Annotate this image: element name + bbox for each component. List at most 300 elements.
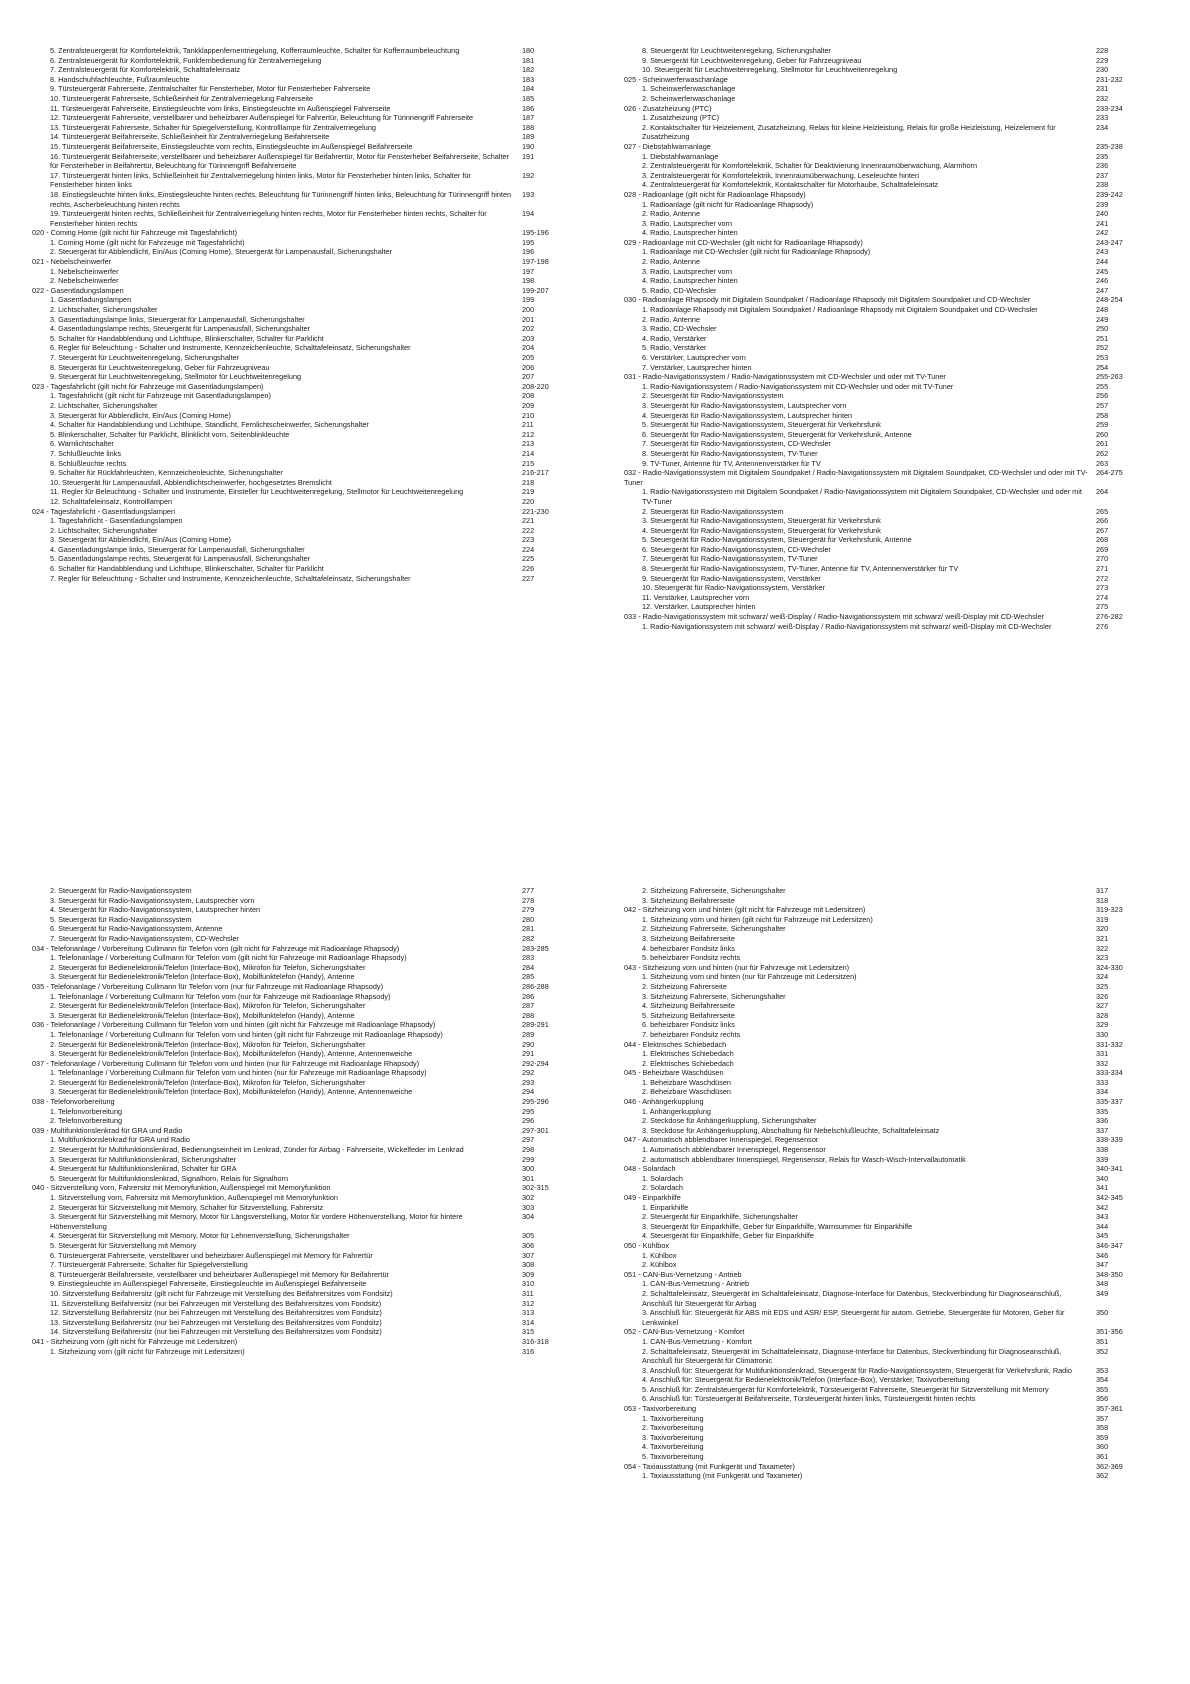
entry-page-number: 340 bbox=[1096, 1173, 1109, 1183]
entry-page-number: 260 bbox=[1096, 429, 1109, 439]
toc-sub-entry bbox=[624, 1260, 1158, 1270]
entry-page-number: 242 bbox=[1096, 228, 1109, 238]
entry-page-number: 268 bbox=[1096, 535, 1109, 545]
entry-title: 9. Steuergerät für Leuchtweitenregelung, Stellmotor für Leuchtweitenregelung bbox=[50, 372, 302, 382]
entry-title: 022 - Gasentladungslampen bbox=[32, 285, 124, 295]
entry-title: 1. Diebstahlwarnanlage bbox=[642, 151, 719, 161]
entry-title: 2. Steuergerät für Bedienelektronik/Telefon (Interface-Box), Mikrofon für Telefon, Sicherungshalter bbox=[50, 1077, 366, 1087]
entry-page-number: 232 bbox=[1096, 93, 1109, 103]
entry-title: 3. Steckdose für Anhängerkupplung, Abschaltung für Nebelschlußleuchte, Schalttafeleinsatz bbox=[642, 1125, 940, 1135]
entry-title: 1. Tagesfahrlicht (gilt nicht für Fahrzeuge mit Gasentladungslampen) bbox=[50, 391, 271, 401]
entry-title: 6. Zentralsteuergerät für Komfortelektrik, Funkfernbedienung für Zentralverriegelung bbox=[50, 55, 322, 65]
entry-title: 4. Steuergerät für Radio-Navigationssystem, Lautsprecher hinten bbox=[50, 905, 261, 915]
entry-page-number: 293 bbox=[522, 1077, 535, 1087]
entry-page-number: 337 bbox=[1096, 1125, 1109, 1135]
entry-page-number: 206 bbox=[522, 362, 535, 372]
entry-page-number: 229 bbox=[1096, 55, 1109, 65]
toc-section-entry bbox=[32, 382, 584, 392]
entry-page-number: 318 bbox=[1096, 895, 1109, 905]
entry-page-number: 273 bbox=[1096, 583, 1109, 593]
entry-page-number: 247 bbox=[1096, 285, 1109, 295]
entry-page-number: 199-207 bbox=[522, 285, 549, 295]
entry-page-number: 225 bbox=[522, 554, 535, 564]
entry-page-number: 271 bbox=[1096, 564, 1109, 574]
toc-sub-entry bbox=[624, 1049, 1158, 1059]
entry-page-number: 236 bbox=[1096, 161, 1109, 171]
toc-sub-entry bbox=[32, 1116, 584, 1126]
toc-sub-entry bbox=[624, 1078, 1158, 1088]
entry-title: 2. Scheinwerferwaschanlage bbox=[642, 93, 736, 103]
entry-title: 2. Radio, Antenne bbox=[642, 257, 701, 267]
entry-title: 3. Sitzheizung Beifahrerseite bbox=[642, 933, 735, 943]
entry-title: 6. Verstärker, Lautsprecher vorn bbox=[642, 353, 746, 362]
entry-page-number: 300 bbox=[522, 1164, 535, 1174]
entry-page-number: 281 bbox=[522, 924, 535, 934]
entry-title: 1. Sitzverstellung vorn, Fahrersitz mit Memoryfunktion, Außenspiegel mit Memoryfunktion bbox=[50, 1193, 338, 1202]
toc-sub-entry bbox=[32, 190, 584, 209]
entry-title: 3. Steuergerät für Einparkhilfe, Geber für Einparkhilfe, Warnsummer für Einparkhilfe bbox=[642, 1221, 913, 1231]
entry-title: 3. Radio, Lautsprecher vorn bbox=[642, 218, 733, 228]
entry-title: 4. Radio, Lautsprecher hinten bbox=[642, 228, 738, 238]
entry-title: 1. Multifunktionslenkrad für GRA und Radio bbox=[50, 1135, 190, 1145]
toc-sub-entry bbox=[624, 439, 1158, 449]
entry-page-number: 191 bbox=[522, 151, 535, 161]
entry-page-number: 253 bbox=[1096, 353, 1109, 362]
toc-section-entry bbox=[624, 1097, 1158, 1107]
entry-title: 11. Sitzverstellung Beifahrersitz (nur bei Fahrzeugen mit Verstellung des Beifahrersitzes vom Fondsitz) bbox=[50, 1298, 382, 1308]
entry-title: 035 - Telefonanlage / Vorbereitung Cullmann für Telefon vorn (nur für Fahrzeuge mit Radioanlage Rhapsody) bbox=[32, 981, 384, 991]
entry-page-number: 306 bbox=[522, 1240, 535, 1250]
entry-title: 9. TV-Tuner, Antenne für TV, Antennenverstärker für TV bbox=[642, 458, 821, 468]
toc-section-entry bbox=[624, 1241, 1158, 1251]
toc-sub-entry bbox=[32, 1279, 584, 1289]
toc-sub-entry bbox=[624, 1414, 1158, 1424]
entry-title: 3. Steuergerät für Bedienelektronik/Telefon (Interface-Box), Mobilfunktelefon (Handy), Antenne, Antennenweiche bbox=[50, 1087, 413, 1097]
toc-sub-entry bbox=[624, 886, 1158, 896]
entry-title: 4. Steuergerät für Sitzverstellung mit Memory, Motor für Lehnenverstellung, Sicherungshalter bbox=[50, 1231, 350, 1241]
entry-title: 031 - Radio-Navigationssystem / Radio-Navigationssystem mit CD-Wechsler und oder mit TV-Tuner bbox=[624, 372, 946, 382]
entry-title: 2. Telefonvorbereitung bbox=[50, 1116, 123, 1126]
toc-sub-entry bbox=[32, 171, 584, 190]
entry-title: 6. Steuergerät für Radio-Navigationssystem, Antenne bbox=[50, 924, 223, 934]
entry-title: 5. Steuergerät für Radio-Navigationssystem bbox=[50, 914, 192, 924]
entry-page-number: 231-232 bbox=[1096, 74, 1123, 84]
toc-sub-entry bbox=[32, 411, 584, 421]
entry-title: 1. Tagesfahrlicht - Gasentladungslampen bbox=[50, 516, 183, 526]
entry-page-number: 320 bbox=[1096, 924, 1109, 934]
toc-page-bottom bbox=[32, 886, 1158, 1654]
toc-section-entry bbox=[624, 963, 1158, 973]
toc-sub-entry bbox=[624, 1087, 1158, 1097]
entry-title: 6. beheizbarer Fondsitz links bbox=[642, 1020, 735, 1030]
toc-sub-entry bbox=[32, 353, 584, 363]
entry-page-number: 185 bbox=[522, 93, 535, 103]
entry-page-number: 343 bbox=[1096, 1212, 1109, 1222]
entry-page-number: 360 bbox=[1096, 1442, 1109, 1452]
toc-sub-entry bbox=[32, 238, 584, 248]
entry-page-number: 255-263 bbox=[1096, 372, 1123, 382]
toc-column-left bbox=[32, 886, 584, 1654]
entry-title: 033 - Radio-Navigationssystem mit schwarz/ weiß-Display / Radio-Navigationssystem mit schwarz/ weiß-Display mit CD-Wechsler bbox=[624, 612, 1044, 622]
entry-title: 5. Blinkerschalter, Schalter für Parklicht, Blinklicht vorn, Seitenblinkleuchte bbox=[50, 429, 290, 439]
toc-sub-entry bbox=[32, 554, 584, 564]
entry-title: 11. Regler für Beleuchtung - Schalter und Instrumente, Einsteller für Leuchtweitenregelung, Stellmotor für Leuchtweitenregelung bbox=[50, 487, 464, 497]
entry-page-number: 315 bbox=[522, 1327, 535, 1337]
entry-page-number: 331 bbox=[1096, 1049, 1109, 1059]
entry-title: 1. Sitzheizung vorn und hinten (gilt nicht für Fahrzeuge mit Ledersitzen) bbox=[642, 914, 873, 924]
entry-page-number: 265 bbox=[1096, 506, 1109, 516]
toc-sub-entry bbox=[32, 343, 584, 353]
toc-sub-entry bbox=[32, 1174, 584, 1184]
entry-page-number: 332 bbox=[1096, 1058, 1109, 1068]
entry-page-number: 216-217 bbox=[522, 468, 549, 478]
entry-page-number: 279 bbox=[522, 905, 535, 915]
entry-title: 4. Sitzheizung Beifahrerseite bbox=[642, 1001, 735, 1011]
toc-section-entry bbox=[32, 1337, 584, 1347]
toc-sub-entry bbox=[32, 430, 584, 440]
toc-sub-entry bbox=[624, 1433, 1158, 1443]
entry-title: 2. Elektrisches Schiebedach bbox=[642, 1058, 734, 1068]
entry-title: 3. Steuergerät für Abblendlicht, Ein/Aus (Coming Home) bbox=[50, 410, 231, 420]
toc-section-entry bbox=[32, 257, 584, 267]
entry-title: 2. Lichtschalter, Sicherungshalter bbox=[50, 400, 158, 410]
entry-page-number: 295 bbox=[522, 1106, 535, 1116]
entry-page-number: 285 bbox=[522, 972, 535, 982]
toc-sub-entry bbox=[32, 516, 584, 526]
toc-sub-entry bbox=[624, 602, 1158, 612]
entry-page-number: 314 bbox=[522, 1317, 535, 1327]
entry-page-number: 335 bbox=[1096, 1106, 1109, 1116]
entry-title: 19. Türsteuergerät hinten rechts, Schließeinheit für Zentralverriegelung hinten rechts, Motor für Fensterheber hinten rechts, Schalter für Fensterheber hinten rechts bbox=[50, 209, 487, 228]
entry-title: 020 - Coming Home (gilt nicht für Fahrzeuge mit Tagesfahrlicht) bbox=[32, 228, 238, 238]
entry-title: 3. Steuergerät für Bedienelektronik/Telefon (Interface-Box), Mobilfunktelefon (Handy), Antenne, Antennenweiche bbox=[50, 1049, 413, 1059]
entry-page-number: 224 bbox=[522, 544, 535, 554]
toc-sub-entry bbox=[32, 934, 584, 944]
entry-page-number: 276-282 bbox=[1096, 612, 1123, 622]
entry-page-number: 180 bbox=[522, 46, 535, 55]
entry-title: 12. Schalttafeleinsatz, Kontrolllampen bbox=[50, 496, 173, 506]
entry-page-number: 307 bbox=[522, 1250, 535, 1260]
entry-title: 4. Steuergerät für Einparkhilfe, Geber für Einparkhilfe bbox=[642, 1231, 814, 1241]
entry-title: 7. Schlußleuchte links bbox=[50, 448, 121, 458]
entry-title: 053 - Taxivorbereitung bbox=[624, 1404, 697, 1414]
entry-title: 18. Einstiegsleuchte hinten links, Einstiegsleuchte hinten rechts, Beleuchtung für Türinnengriff hinten links, Beleuchtung für Türinnengriff hinten rechts, Ascherbeleuchtung hinten rechts bbox=[50, 189, 512, 209]
toc-sub-entry bbox=[624, 982, 1158, 992]
toc-column-right bbox=[624, 886, 1158, 1654]
entry-title: 2. automatisch abblendbarer Innenspiegel, Regensensor, Relais für Wasch-Wisch-Intervallautomatik bbox=[642, 1154, 966, 1164]
entry-page-number: 256 bbox=[1096, 391, 1109, 401]
entry-page-number: 183 bbox=[522, 74, 535, 84]
toc-section-entry bbox=[624, 1327, 1158, 1337]
entry-page-number: 189 bbox=[522, 132, 535, 142]
entry-title: 4. Steuergerät für Radio-Navigationssystem, Steuergerät für Verkehrsfunk bbox=[642, 525, 881, 535]
entry-title: 021 - Nebelscheinwerfer bbox=[32, 257, 112, 267]
entry-title: 4. Taxivorbereitung bbox=[642, 1442, 704, 1452]
toc-sub-entry bbox=[624, 152, 1158, 162]
entry-title: 2. Sitzheizung Fahrerseite, Sicherungshalter bbox=[642, 886, 786, 895]
entry-page-number: 269 bbox=[1096, 544, 1109, 554]
entry-title: 15. Türsteuergerät Beifahrerseite, Einstiegsleuchte vorn rechts, Einstiegsleuchte im Außenspiegel Beifahrerseite bbox=[50, 141, 413, 151]
entry-title: 4. Steuergerät für Multifunktionslenkrad, Schalter für GRA bbox=[50, 1164, 237, 1174]
entry-title: 3. Gasentladungslampe links, Steuergerät für Lampenausfall, Sicherungshalter bbox=[50, 314, 305, 324]
toc-sub-entry bbox=[624, 583, 1158, 593]
entry-page-number: 212 bbox=[522, 429, 535, 439]
entry-page-number: 223 bbox=[522, 535, 535, 545]
entry-page-number: 362 bbox=[1096, 1471, 1109, 1481]
entry-page-number: 209 bbox=[522, 400, 535, 410]
toc-sub-entry bbox=[624, 1155, 1158, 1165]
entry-page-number: 354 bbox=[1096, 1375, 1109, 1385]
entry-title: 2. Lichtschalter, Sicherungshalter bbox=[50, 305, 158, 315]
toc-sub-entry bbox=[624, 1337, 1158, 1347]
entry-title: 2. Steuergerät für Radio-Navigationssystem bbox=[50, 886, 192, 895]
toc-sub-entry bbox=[624, 267, 1158, 277]
toc-section-entry bbox=[624, 75, 1158, 85]
entry-page-number: 270 bbox=[1096, 554, 1109, 564]
entry-title: 049 - Einparkhilfe bbox=[624, 1193, 681, 1202]
toc-sub-entry bbox=[624, 257, 1158, 267]
entry-title: 036 - Telefonanlage / Vorbereitung Cullmann für Telefon vorn und hinten (gilt nicht für Fahrzeuge mit Radioanlage Rhapsody) bbox=[32, 1020, 436, 1030]
entry-title: 9. Türsteuergerät Fahrerseite, Zentralschalter für Fensterheber, Motor für Fensterheber Fahrerseite bbox=[50, 84, 371, 94]
entry-page-number: 316-318 bbox=[522, 1336, 549, 1346]
entry-title: 3. Steuergerät für Radio-Navigationssystem, Steuergerät für Verkehrsfunk bbox=[642, 516, 881, 526]
toc-sub-entry bbox=[32, 152, 584, 171]
entry-title: 5. Sitzheizung Beifahrerseite bbox=[642, 1010, 735, 1020]
entry-page-number: 211 bbox=[522, 420, 534, 430]
entry-page-number: 197 bbox=[522, 266, 535, 276]
toc-sub-entry bbox=[624, 1001, 1158, 1011]
entry-title: 4. Schalter für Handabblendung und Lichthupe, Standlicht, Fernlichtscheinwerfer, Sicherungshalter bbox=[50, 420, 369, 430]
toc-sub-entry bbox=[624, 200, 1158, 210]
toc-sub-entry bbox=[32, 1270, 584, 1280]
entry-page-number: 234 bbox=[1096, 122, 1109, 132]
toc-sub-entry bbox=[624, 123, 1158, 142]
entry-title: 1. Telefonanlage / Vorbereitung Cullmann für Telefon vorn und hinten (nur für Fahrzeuge mit Radioanlage Rhapsody) bbox=[50, 1068, 427, 1078]
toc-sub-entry bbox=[32, 94, 584, 104]
toc-sub-entry bbox=[624, 46, 1158, 56]
entry-title: 5. Schalter für Handabblendung und Lichthupe, Blinkerschalter, Schalter für Parklicht bbox=[50, 333, 324, 343]
entry-title: 2. Sitzheizung Fahrerseite bbox=[642, 981, 727, 991]
entry-page-number: 351-356 bbox=[1096, 1327, 1123, 1337]
entry-title: 10. Steuergerät für Radio-Navigationssystem, Verstärker bbox=[642, 583, 825, 593]
entry-title: 1. Telefonanlage / Vorbereitung Cullmann für Telefon vorn (nur für Fahrzeuge mit Radioanlage Rhapsody) bbox=[50, 991, 391, 1001]
entry-title: 8. Steuergerät für Leuchtweitenregelung, Geber für Fahrzeugniveau bbox=[50, 362, 270, 372]
toc-sub-entry bbox=[32, 420, 584, 430]
entry-title: 2. Radio, Antenne bbox=[642, 314, 701, 324]
entry-page-number: 346-347 bbox=[1096, 1240, 1123, 1250]
entry-page-number: 184 bbox=[522, 84, 535, 94]
toc-sub-entry bbox=[32, 247, 584, 257]
entry-page-number: 338 bbox=[1096, 1145, 1109, 1155]
toc-sub-entry bbox=[624, 896, 1158, 906]
entry-title: 5. Steuergerät für Sitzverstellung mit Memory bbox=[50, 1240, 197, 1250]
entry-page-number: 208 bbox=[522, 391, 535, 401]
entry-title: 046 - Anhängerkupplung bbox=[624, 1097, 704, 1107]
toc-sub-entry bbox=[624, 430, 1158, 440]
toc-sub-entry bbox=[624, 554, 1158, 564]
entry-page-number: 309 bbox=[522, 1269, 535, 1279]
entry-title: 1. Beheizbare Waschdüsen bbox=[642, 1077, 731, 1087]
toc-sub-entry bbox=[624, 180, 1158, 190]
entry-page-number: 228 bbox=[1096, 46, 1109, 55]
toc-sub-entry bbox=[32, 1308, 584, 1318]
toc-sub-entry bbox=[32, 497, 584, 507]
toc-sub-entry bbox=[624, 1452, 1158, 1462]
entry-page-number: 221-230 bbox=[522, 506, 549, 516]
entry-title: 1. Radioanlage (gilt nicht für Radioanlage Rhapsody) bbox=[642, 199, 814, 209]
entry-page-number: 294 bbox=[522, 1087, 535, 1097]
toc-section-entry bbox=[624, 612, 1158, 622]
entry-page-number: 353 bbox=[1096, 1365, 1109, 1375]
entry-page-number: 195-196 bbox=[522, 228, 549, 238]
entry-title: 11. Verstärker, Lautsprecher vorn bbox=[642, 592, 750, 602]
entry-title: 1. Radio-Navigationssystem / Radio-Navigationssystem mit CD-Wechsler und oder mit TV-Tuner bbox=[642, 381, 954, 391]
toc-sub-entry bbox=[32, 1203, 584, 1213]
toc-sub-entry bbox=[624, 1126, 1158, 1136]
toc-sub-entry bbox=[624, 401, 1158, 411]
entry-page-number: 201 bbox=[522, 314, 535, 324]
entry-title: 14. Sitzverstellung Beifahrersitz (nur bei Fahrzeugen mit Verstellung des Beifahrersitzes vom Fondsitz) bbox=[50, 1327, 382, 1337]
entry-page-number: 296 bbox=[522, 1116, 535, 1126]
entry-page-number: 310 bbox=[522, 1279, 535, 1289]
entry-page-number: 207 bbox=[522, 372, 535, 382]
toc-sub-entry bbox=[624, 953, 1158, 963]
toc-sub-entry bbox=[624, 487, 1158, 506]
entry-title: 1. Automatisch abblendbarer Innenspiegel, Regensensor bbox=[642, 1145, 826, 1155]
entry-title: 3. Steuergerät für Sitzverstellung mit Memory, Motor für Längsverstellung, Motor für vordere Höhenverstellung, Motor für hintere Höhenverstellung bbox=[50, 1212, 463, 1231]
toc-sub-entry bbox=[32, 1155, 584, 1165]
toc-sub-entry bbox=[624, 56, 1158, 66]
entry-page-number: 292-294 bbox=[522, 1058, 549, 1068]
entry-page-number: 203 bbox=[522, 333, 535, 343]
entry-page-number: 248 bbox=[1096, 305, 1109, 315]
toc-section-entry bbox=[624, 142, 1158, 152]
entry-page-number: 244 bbox=[1096, 257, 1109, 267]
toc-sub-entry bbox=[32, 1049, 584, 1059]
toc-section-entry bbox=[32, 507, 584, 517]
toc-section-entry bbox=[32, 1126, 584, 1136]
entry-title: 047 - Automatisch abblendbarer Innenspiegel, Regensensor bbox=[624, 1135, 819, 1145]
entry-title: 6. Anschluß für: Türsteuergerät Beifahrerseite, Türsteuergerät hinten links, Türsteuergerät hinten rechts bbox=[642, 1394, 976, 1404]
entry-title: 6. Schalter für Handabblendung und Lichthupe, Blinkerschalter, Schalter für Parklicht bbox=[50, 564, 324, 574]
toc-sub-entry bbox=[624, 1174, 1158, 1184]
toc-sub-entry bbox=[624, 972, 1158, 982]
entry-title: 6. Türsteuergerät Fahrerseite, verstellbarer und beheizbarer Außenspiegel mit Memory für Fahrertür bbox=[50, 1250, 373, 1260]
toc-sub-entry bbox=[624, 171, 1158, 181]
entry-title: 7. Zentralsteuergerät für Komfortelektrik, Schalttafeleinsatz bbox=[50, 65, 241, 75]
toc-sub-entry bbox=[32, 65, 584, 75]
entry-page-number: 295-296 bbox=[522, 1097, 549, 1107]
entry-title: 052 - CAN-Bus-Vernetzung - Komfort bbox=[624, 1327, 745, 1337]
entry-title: 028 - Radioanlage (gilt nicht für Radioanlage Rhapsody) bbox=[624, 189, 806, 199]
toc-sub-entry bbox=[32, 324, 584, 334]
toc-section-entry bbox=[624, 190, 1158, 200]
entry-title: 040 - Sitzverstellung vorn, Fahrersitz mit Memoryfunktion, Außenspiegel mit Memoryfunktion bbox=[32, 1183, 331, 1193]
entry-title: 7. Regler für Beleuchtung - Schalter und Instrumente, Kennzeichenleuchte, Schalttafeleinsatz, Sicherungshalter bbox=[50, 573, 411, 583]
entry-page-number: 340-341 bbox=[1096, 1164, 1123, 1174]
toc-section-entry bbox=[624, 1068, 1158, 1078]
entry-title: 039 - Multifunktionslenkrad für GRA und Radio bbox=[32, 1125, 183, 1135]
entry-title: 5. Gasentladungslampe rechts, Steuergerät für Lampenausfall, Sicherungshalter bbox=[50, 554, 311, 564]
entry-title: 5. Steuergerät für Multifunktionslenkrad, Signalhorn, Relais für Signalhorn bbox=[50, 1173, 289, 1183]
entry-title: 032 - Radio-Navigationssystem mit Digitalem Soundpaket / Radio-Navigationssystem mit Digitalem Soundpaket, CD-Wechsler und oder mit TV-Tuner bbox=[624, 468, 1088, 487]
entry-title: 4. Zentralsteuergerät für Komfortelektrik, Kontaktschalter für Motorhaube, Schalttafeleinsatz bbox=[642, 180, 939, 190]
toc-sub-entry bbox=[32, 1260, 584, 1270]
toc-sub-entry bbox=[32, 1289, 584, 1299]
toc-sub-entry bbox=[32, 113, 584, 123]
entry-page-number: 243-247 bbox=[1096, 237, 1123, 247]
entry-page-number: 339 bbox=[1096, 1154, 1109, 1164]
entry-page-number: 290 bbox=[522, 1039, 535, 1049]
toc-sub-entry bbox=[624, 915, 1158, 925]
entry-title: 7. Steuergerät für Radio-Navigationssystem, CD-Wechsler bbox=[50, 933, 239, 943]
toc-sub-entry bbox=[32, 1164, 584, 1174]
toc-sub-entry bbox=[624, 535, 1158, 545]
entry-page-number: 276 bbox=[1096, 621, 1109, 631]
entry-title: 10. Steuergerät für Lampenausfall, Abblendlichtscheinwerfer, hochgesetztes Bremslicht bbox=[50, 477, 332, 487]
entry-page-number: 350 bbox=[1096, 1308, 1109, 1318]
entry-title: 2. Steuergerät für Sitzverstellung mit Memory, Schalter für Sitzverstellung, Fahrersitz bbox=[50, 1202, 324, 1212]
entry-page-number: 291 bbox=[522, 1049, 535, 1059]
entry-page-number: 222 bbox=[522, 525, 535, 535]
toc-sub-entry bbox=[32, 1231, 584, 1241]
toc-sub-entry bbox=[624, 1366, 1158, 1376]
toc-sub-entry bbox=[32, 315, 584, 325]
toc-sub-entry bbox=[624, 334, 1158, 344]
toc-sub-entry bbox=[624, 1385, 1158, 1395]
entry-page-number: 299 bbox=[522, 1154, 535, 1164]
entry-title: 3. Zentralsteuergerät für Komfortelektrik, Innenraumüberwachung, Leseleuchte hinten bbox=[642, 170, 920, 180]
entry-title: 1. Radio-Navigationssystem mit Digitalem Soundpaket / Radio-Navigationssystem mit Digitalem Soundpaket, CD-Wechsler und oder mit TV-Tuner bbox=[642, 487, 1082, 506]
entry-page-number: 335-337 bbox=[1096, 1097, 1123, 1107]
entry-page-number: 283-285 bbox=[522, 943, 549, 953]
entry-page-number: 202 bbox=[522, 324, 535, 334]
entry-page-number: 351 bbox=[1096, 1336, 1109, 1346]
toc-sub-entry bbox=[624, 363, 1158, 373]
entry-page-number: 352 bbox=[1096, 1346, 1109, 1356]
entry-title: 1. Nebelscheinwerfer bbox=[50, 266, 119, 276]
entry-title: 051 - CAN-Bus-Vernetzung - Antrieb bbox=[624, 1269, 742, 1279]
toc-sub-entry bbox=[32, 46, 584, 56]
entry-page-number: 313 bbox=[522, 1308, 535, 1318]
entry-page-number: 341 bbox=[1096, 1183, 1109, 1193]
entry-page-number: 258 bbox=[1096, 410, 1109, 420]
entry-page-number: 278 bbox=[522, 895, 535, 905]
toc-sub-entry bbox=[624, 526, 1158, 536]
entry-title: 2. Solardach bbox=[642, 1183, 683, 1193]
entry-title: 038 - Telefonvorbereitung bbox=[32, 1097, 115, 1107]
entry-page-number: 345 bbox=[1096, 1231, 1109, 1241]
entry-page-number: 230 bbox=[1096, 65, 1109, 75]
entry-title: 5. beheizbarer Fondsitz rechts bbox=[642, 953, 741, 963]
entry-page-number: 220 bbox=[522, 496, 535, 506]
toc-section-entry bbox=[624, 104, 1158, 114]
entry-page-number: 297-301 bbox=[522, 1125, 549, 1135]
entry-title: 5. Steuergerät für Radio-Navigationssystem, Steuergerät für Verkehrsfunk bbox=[642, 420, 881, 430]
toc-sub-entry bbox=[32, 992, 584, 1002]
entry-page-number: 235 bbox=[1096, 151, 1109, 161]
entry-title: 024 - Tagesfahrlicht - Gasentladungslampen bbox=[32, 506, 176, 516]
entry-title: 3. Steuergerät für Radio-Navigationssystem, Lautsprecher vorn bbox=[50, 895, 255, 905]
entry-page-number: 328 bbox=[1096, 1010, 1109, 1020]
entry-title: 2. Steuergerät für Bedienelektronik/Telefon (Interface-Box), Mikrofon für Telefon, Sicherungshalter bbox=[50, 962, 366, 972]
entry-title: 054 - Taxiausstattung (mit Funkgerät und Taxameter) bbox=[624, 1461, 795, 1471]
entry-page-number: 250 bbox=[1096, 324, 1109, 334]
entry-page-number: 324 bbox=[1096, 972, 1109, 982]
entry-title: 8. Steuergerät für Radio-Navigationssystem, TV-Tuner, Antenne für TV, Antennenverstärker für TV bbox=[642, 564, 959, 574]
entry-title: 041 - Sitzheizung vorn (gilt nicht für Fahrzeuge mit Ledersitzen) bbox=[32, 1336, 238, 1346]
toc-sub-entry bbox=[624, 1222, 1158, 1232]
